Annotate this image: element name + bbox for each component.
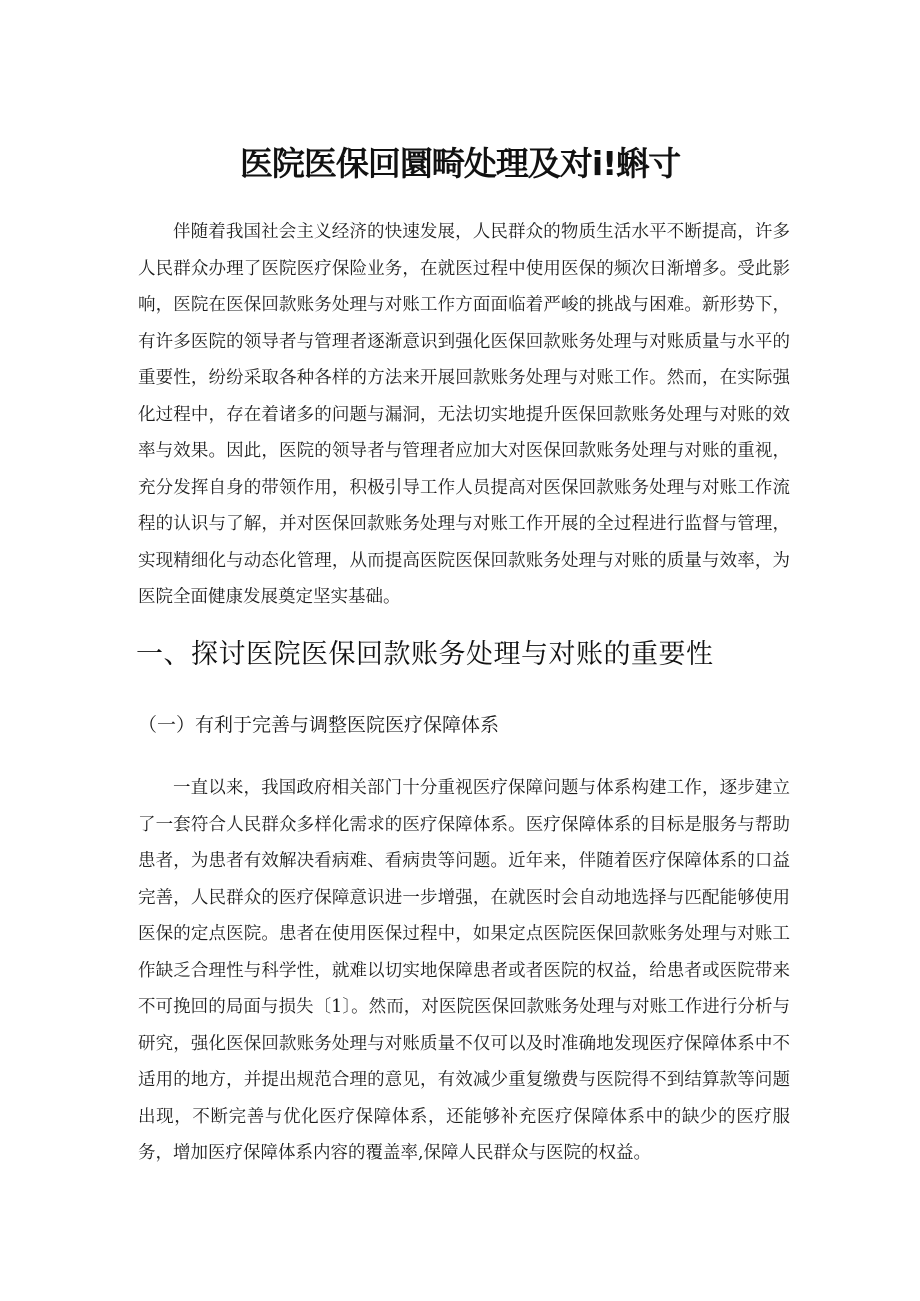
- subsection-heading: （一）有利于完善与调整医院医疗保障体系: [138, 714, 500, 736]
- body-paragraph: 一直以来，我国政府相关部门十分重视医疗保障问题与体系构建工作，逐步建立了一套符合人民群众多样化需求的医疗保障体系。医疗保障体系的目标是服务与帮助患者，为患者有效解决看病难、看病贵等问题。近年来，伴随着医疗保障体系的口益完善，人民群众的医疗保障意识进一步增强，在就医时会自动地选择与匹配能够使用医保的定点医院。患者在使用医保过程中，如果定点医院医保回款账务处理与对账工作缺乏合理性与科学性，就难以切实地保障患者或者医院的权益，给患者或医院带来不可挽回的局面与损失〔1〕。然而，对医院医保回款账务处理与对账工作进行分析与研究，强化医保回款账务处理与对账质量不仅可以及时准确地发现医疗保障体系中不适用的地方，并提出规范合理的意见，有效减少重复缴费与医院得不到结算款等问题出现，不断完善与优化医疗保障体系，还能够补充医疗保障体系中的缺少的医疗服务，增加医疗保障体系内容的覆盖率,保障人民群众与医院的权益。: [138, 778, 790, 1163]
- intro-paragraph: 伴随着我国社会主义经济的快速发展，人民群众的物质生活水平不断提高，许多人民群众办理了医院医疗保险业务，在就医过程中使用医保的频次日渐增多。受此影响，医院在医保回款账务处理与对账工作方面面临着严峻的挑战与困难。新形势下，有许多医院的领导者与管理者逐渐意识到强化医保回款账务处理与对账质量与水平的重要性，纷纷采取各种各样的方法来开展回款账务处理与对账工作。然而，在实际强化过程中，存在着诸多的问题与漏洞，无法切实地提升医保回款账务处理与对账的效率与效果。因此，医院的领导者与管理者应加大对医保回款账务处理与对账的重视，充分发挥自身的带领作用，积极引导工作人员提高对医保回款账务处理与对账工作流程的认识与了解，并对医保回款账务处理与对账工作开展的全过程进行监督与管理，实现精细化与动态化管理，从而提高医院医保回款账务处理与对账的质量与效率，为医院全面健康发展奠定坚实基础。: [138, 222, 790, 607]
- document-title: 医院医保回圜畸处理及对i!蝌寸: [239, 144, 681, 183]
- section-heading: 一、探讨医院医保回款账务处理与对账的重要性: [136, 639, 714, 670]
